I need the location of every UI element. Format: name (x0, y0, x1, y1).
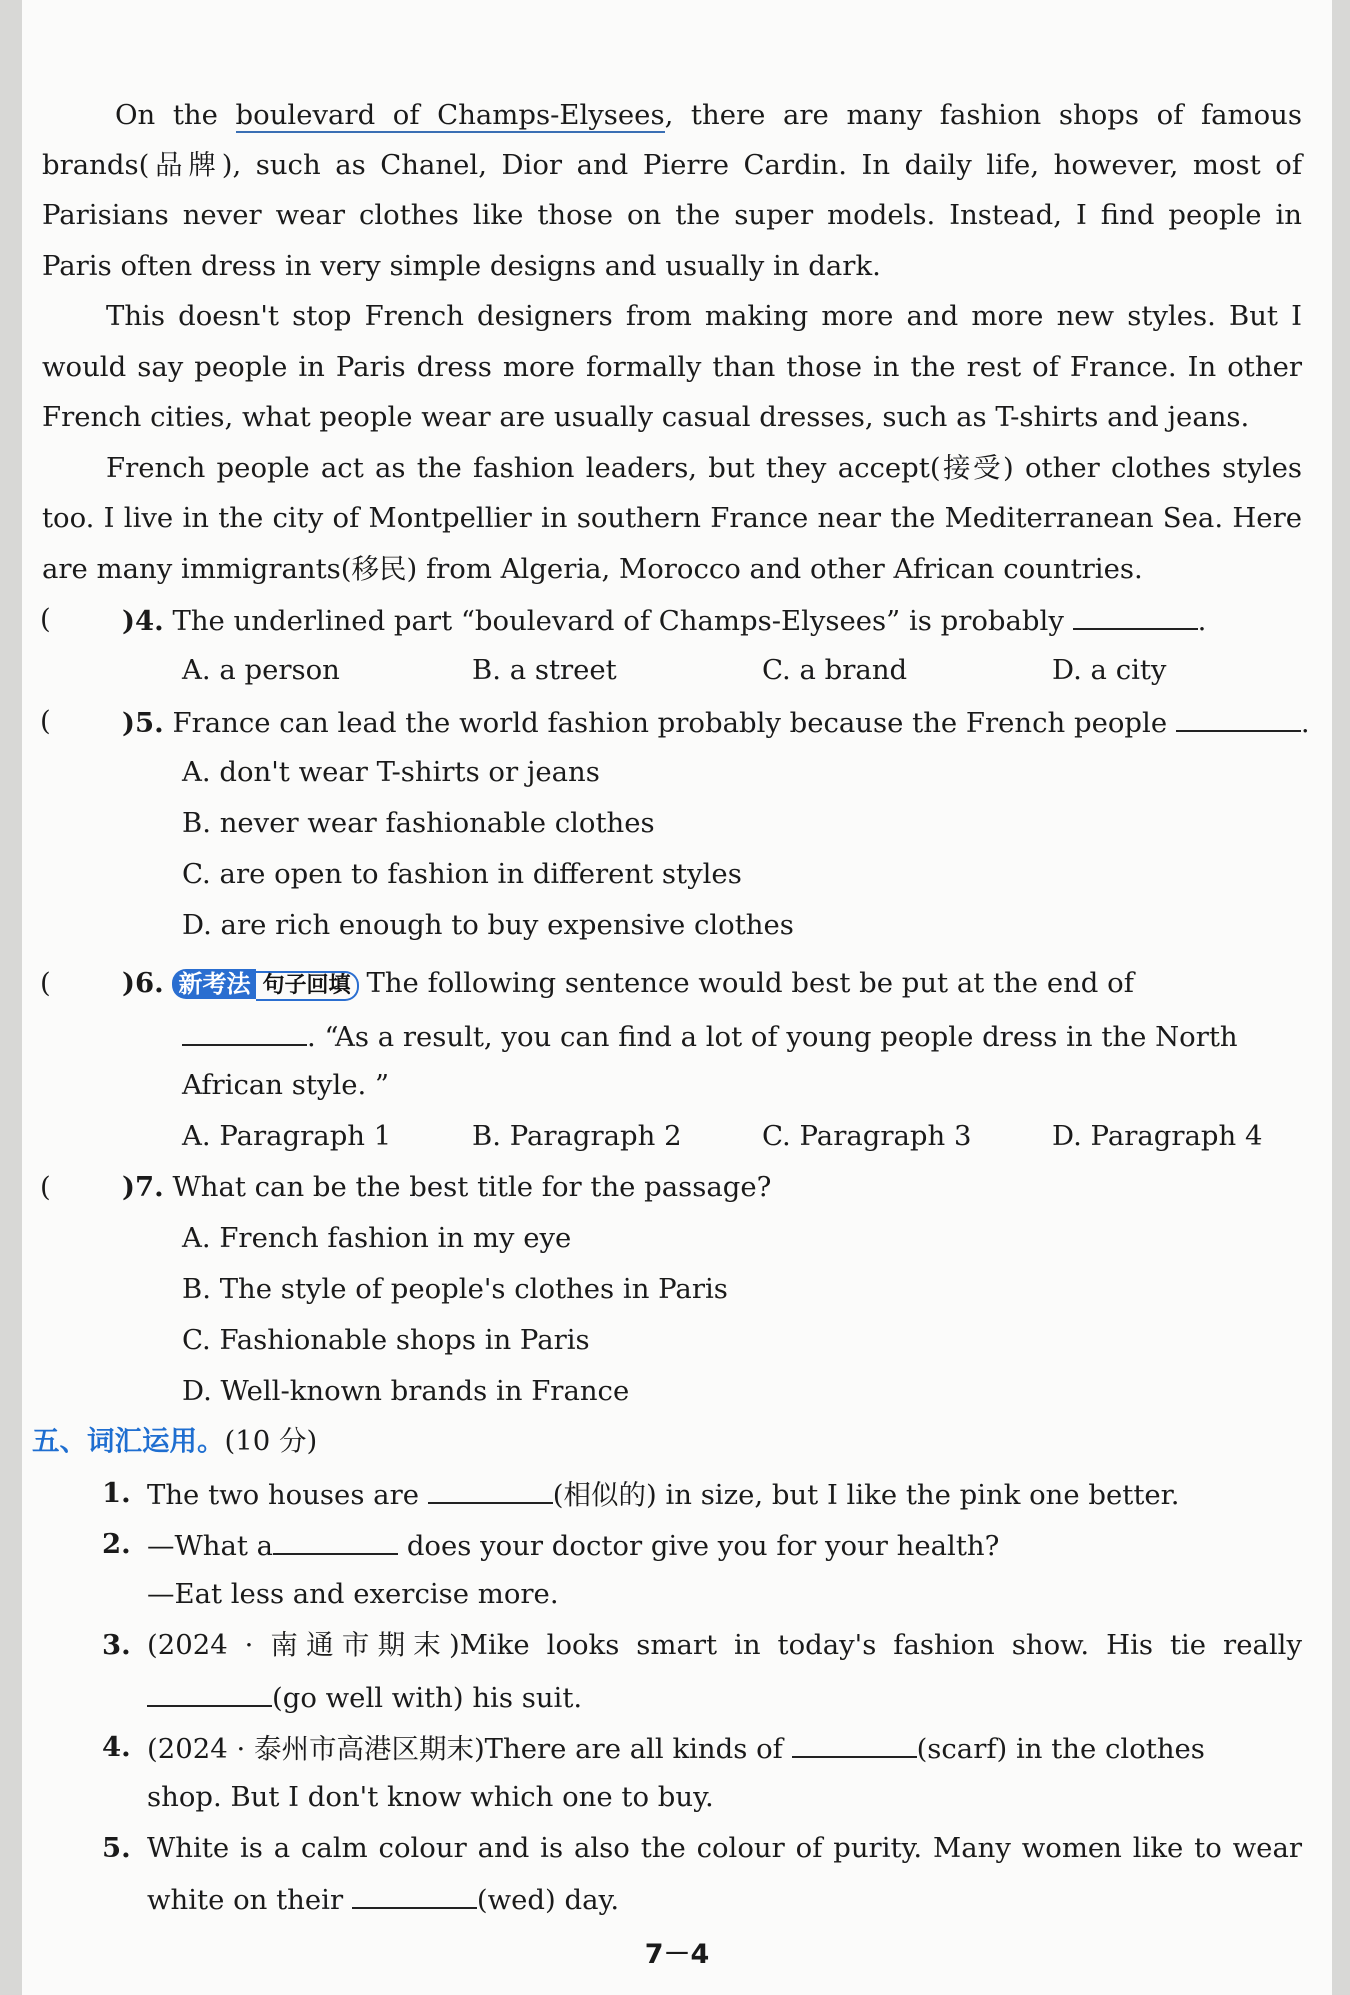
question-number: )7. (122, 1171, 164, 1203)
option-c: C. a brand (762, 654, 908, 686)
option-d: D. Well-known brands in France (182, 1375, 630, 1407)
section-heading: 五、词汇运用。(10 分) (32, 1425, 318, 1457)
option-a: A. French fashion in my eye (182, 1222, 572, 1254)
option-b: B. a street (472, 654, 617, 686)
answer-blank (1073, 602, 1198, 630)
passage-line: Parisians never wear clothes like those on the super models. Instead, I find people in (42, 199, 1302, 231)
answer-blank (182, 1018, 307, 1046)
passage-line: This doesn't stop French designers from making more and more new styles. But I (106, 300, 1302, 332)
question-number: )6. (122, 967, 164, 999)
passage-line: French cities, what people wear are usually casual dresses, such as T-shirts and jeans. (42, 401, 1250, 433)
question-type-badge: 句子回填 (256, 971, 358, 1001)
option-b: B. Paragraph 2 (472, 1120, 682, 1152)
page-number: 7－4 (644, 1939, 710, 1970)
question-text: France can lead the world fashion probably because the French people (172, 707, 1168, 739)
source-tag: (2024 · 南通市期末) (147, 1629, 460, 1661)
question-text: The underlined part “boulevard of Champs-Elysees” is probably (172, 605, 1064, 637)
passage-line: On the boulevard of Champs-Elysees, there are many fashion shops of famous (115, 99, 1302, 131)
option-b: B. never wear fashionable clothes (182, 807, 655, 839)
answer-blank (352, 1881, 477, 1909)
passage-line: would say people in Paris dress more formally than those in the rest of France. In other (42, 351, 1302, 383)
question-text: The following sentence would best be put at the end of (366, 967, 1134, 999)
option-d: D. Paragraph 4 (1052, 1120, 1263, 1152)
option-a: A. don't wear T-shirts or jeans (182, 756, 600, 788)
answer-paren: ( (40, 705, 51, 737)
question-text: What can be the best title for the passage? (172, 1171, 772, 1203)
passage-line: are many immigrants(移民) from Algeria, Morocco and other African countries. (42, 553, 1143, 585)
passage-line: brands(品牌), such as Chanel, Dior and Pierre Cardin. In daily life, however, most of (42, 149, 1302, 181)
option-b: B. The style of people's clothes in Paris (182, 1273, 728, 1305)
answer-blank (273, 1527, 398, 1555)
question-number: )5. (122, 707, 164, 739)
answer-blank (792, 1730, 917, 1758)
option-c: C. Paragraph 3 (762, 1120, 972, 1152)
answer-paren: ( (40, 603, 51, 635)
option-c: C. Fashionable shops in Paris (182, 1324, 590, 1356)
passage-line: too. I live in the city of Montpellier in southern France near the Mediterranean Sea. Here (42, 502, 1302, 534)
worksheet-page: On the boulevard of Champs-Elysees, there are many fashion shops of famous brands(品牌), such as Chanel, Dior and Pierre Cardin. In daily life, however, most of Parisians never wear clothes like those on the super models. Instead, I find people in Paris often dress in very simple designs and usually in dark. This doesn't stop French designers from making more and more new styles. But I would say people in Paris dress more formally than those in the rest of France. In other French cities, what people wear are usually casual dresses, such as T-shirts and jeans. French people act as the fashion leaders, but they accept(接受) other clothes styles too. I live in the city of Montpellier in southern France near the Mediterranean Sea. Here are many immigrants(移民) from Algeria, Morocco and other African countries. ( )4. The underlined part “boulevard of Champs-Elysees” is probably . A. a person B. a street C. a brand D. a city ( )5. France can lead the world fashion probably because the French people . A. don't wear T-shirts or jeans B. never wear fashionable clothes C. are open to fashion in different styles D. are rich enough to buy expensive clothes ( )6. 新考法 句子回填 The following sentence would best be put at the end of . “As a result, you can find a lot of young people dress in the North African style. ” A. Paragraph 1 B. Paragraph 2 C. Paragraph 3 D. Paragraph 4 ( )7. What can be the best title for the passage? A. French fashion in my eye B. The style of people's clothes in Paris C. Fashionable shops in Paris D. Well-known brands in France 五、词汇运用。(10 分) 1. The two houses are (相似的) in size, but I like the pink one better. 2. —What a does your doctor give you for your health? —Eat less and exercise more. 3. (2024 · 南通市期末)Mike looks smart in today's fashion show. His tie really (go well with) his suit. 4. (2024 · 泰州市高港区期末)There are all kinds of (scarf) in the clothes shop. But I don't know which one to buy. 5. White is a calm colour and is also the colour of purity. Many women like to wear white on their (wed) day. 7－4 (22, 0, 1332, 1995)
option-d: D. are rich enough to buy expensive clothes (182, 909, 794, 941)
option-a: A. a person (182, 654, 340, 686)
answer-blank (1176, 704, 1301, 732)
passage-line: Paris often dress in very simple designs and usually in dark. (42, 250, 881, 282)
source-tag: (2024 · 泰州市高港区期末) (147, 1733, 485, 1765)
option-a: A. Paragraph 1 (182, 1120, 392, 1152)
answer-paren: ( (40, 967, 51, 999)
option-c: C. are open to fashion in different styles (182, 858, 742, 890)
option-d: D. a city (1052, 654, 1167, 686)
question-number: )4. (122, 605, 164, 637)
new-exam-type-badge: 新考法 (172, 969, 256, 999)
question-text: African style. ” (182, 1069, 390, 1101)
passage-line: French people act as the fashion leaders, but they accept(接受) other clothes styles (106, 452, 1302, 484)
answer-blank (428, 1476, 553, 1504)
answer-blank (147, 1679, 272, 1707)
answer-paren: ( (40, 1171, 51, 1203)
underlined-phrase: boulevard of Champs-Elysees (235, 99, 665, 131)
